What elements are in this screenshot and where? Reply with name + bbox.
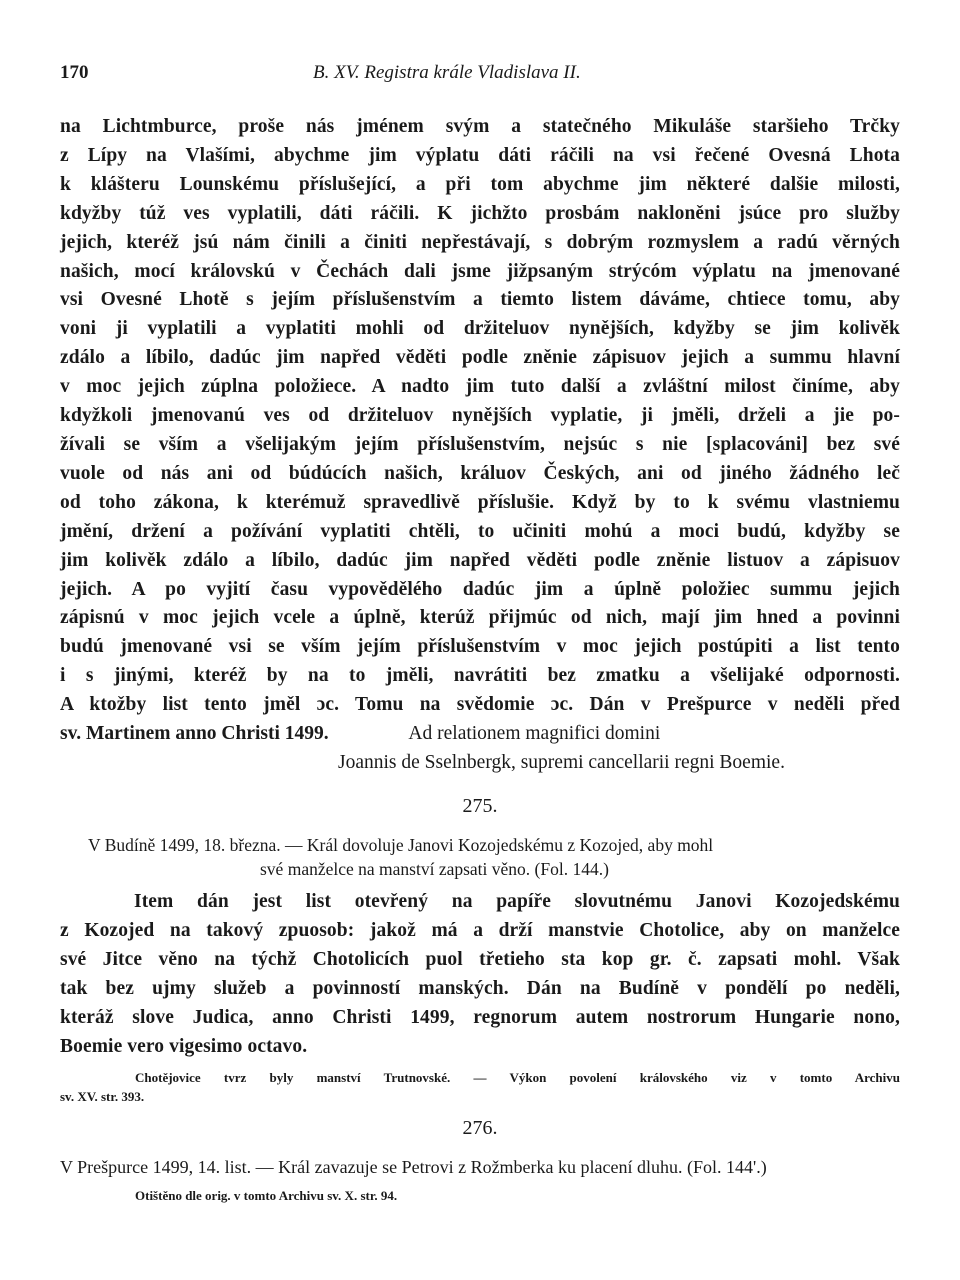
note-line: sv. XV. str. 393. — [60, 1089, 145, 1104]
text-line: své Jitce věno na týchž Chotolicích puol třetieho sta kop gr. č. zapsati mohl. Však — [60, 948, 900, 970]
note-line: Chotějovice tvrz byly manství Trutnovské. — Výkon povolení královského viz v tomto Archivu — [135, 1070, 900, 1085]
running-head — [60, 62, 900, 90]
signature-line: Joannis de Sselnbergk, supremi cancellarii regni Boemie. — [338, 751, 785, 773]
text-line: jmění, držení a požívání vyplatiti chtěli, to učiniti mohú a moci budú, kdyžby se — [60, 520, 900, 542]
text-line: na Lichtmburce, proše nás jménem svým a statečného Mikuláše staršieho Trčky — [60, 116, 900, 137]
text-line: A ktožby list tento jměl ɔc. Tomu na svědomie ɔc. Dán v Prešpurce v neděli před — [60, 694, 900, 716]
text-line: Boemie vero vigesimo octavo. — [60, 1035, 308, 1057]
text-line: kteráž slove Judica, anno Christi 1499, regnorum autem nostrorum Hungarie nono, — [60, 1006, 900, 1028]
text-line: k klášteru Lounskému příslušející, a při tom abychme jim některé dalšie milosti, — [60, 173, 900, 195]
running-title: B. XV. Registra krále Vladislava II. — [313, 62, 581, 83]
text-line: našich, mocí královskú v Čechách dali jsme jižpsaným strýcóm výplatu na jmenované — [60, 260, 900, 282]
text-line: v moc jejich zúplna položiece. A nadto jim tuto další a zvláštní milost činíme, aby — [60, 376, 900, 398]
document-274-text — [60, 113, 900, 778]
document-275-note — [60, 1068, 900, 1106]
text-line: budú jmenované vsi se vším jejím příslušenstvím v moc jejich postúpiti a list tento — [60, 636, 900, 658]
text-line: vuole od nás ani od búdúcích našich, králuov Českých, ani od jiného žádného leč — [60, 462, 900, 484]
text-line: kdyžby túž ves vyplatili, dáti ráčili. K jichžto prosbám nakloněni jsúce pro služby — [60, 202, 900, 224]
document-276-regest — [60, 1155, 900, 1179]
document-number-276: 276. — [462, 1117, 498, 1139]
page-number: 170 — [60, 62, 89, 83]
text-line: Item dán jest list otevřený na papíře slovutnému Janovi Kozojedskému — [134, 891, 900, 912]
text-line: žívali se vším a všelijakým jejím příslušenstvím, nejsúc s nie [splacováni] bez své — [60, 433, 900, 455]
document-number-275: 275. — [462, 795, 498, 817]
closing-line — [60, 720, 900, 749]
regest-line: své manželce na manství zapsati věno. (Fol. 144.) — [260, 859, 609, 879]
text-line: jejich. A po vyjití času vypovědělého dadúc jim a úplně položiec summu jejich — [60, 578, 900, 600]
regest-line: V Budíně 1499, 18. března. — Král dovoluje Janovi Kozojedskému z Kozojed, aby mohl — [88, 835, 714, 855]
note-line: Otištěno dle orig. v tomto Archivu sv. X. str. 94. — [135, 1188, 398, 1203]
document-275-text — [60, 888, 900, 1061]
text-line: kdyžkoli jmenovanú ves od držiteluov nynějších vyplatie, ji jměli, drželi a jie po- — [60, 405, 900, 427]
text-line: jim kolivěk zdálo a líbilo, dadúc jim napřed věděti podle zněnie listuov a zápisuov — [60, 549, 900, 571]
text-line: i s jinými, kteréž by na to jměli, navrátiti bez zmatku a všelijaké odpornosti. — [60, 665, 900, 687]
text-line: z Lípy na Vlašími, abychme jim výplatu dáti ráčili na vsi řečené Ovesná Lhota — [60, 144, 900, 166]
text-line: voni ji vyplatili a vyplatiti mohli od držiteluov nynějších, kdyžby se jim kolivěk — [60, 318, 900, 340]
closing-date: sv. Martinem anno Christi 1499. — [60, 723, 329, 745]
text-line: tak bez ujmy služeb a povinností manských. Dán na Budíně v pondělí po neděli, — [60, 977, 900, 999]
regest-line: V Prešpurce 1499, 14. list. — Král zavazuje se Petrovi z Rožmberka ku placení dluhu. (Fol. 144'.) — [60, 1157, 767, 1177]
text-line: jejich, kteréž jsú nám činili a činiti nepřestávají, s dobrým rozmyslem a radú věrných — [60, 231, 900, 253]
text-line: vsi Ovesné Lhotě s jejím příslušenstvím a tiemto listem dáváme, chtiece tomu, aby — [60, 289, 900, 311]
text-line: zápisnú v moc jejich vcele a úplně, kterúž přijmúc od nich, mají jim hned a povinni — [60, 607, 900, 629]
relation-note: Ad relationem magnifici domini — [408, 723, 661, 745]
document-276-note — [60, 1186, 900, 1205]
document-275-regest — [60, 833, 900, 881]
text-line: od toho zákona, k kterémuž spravedlivě příslušie. Když by to k svému vlastniemu — [60, 491, 900, 513]
text-line: zdálo a líbilo, dadúc jim napřed věděti podle zněnie zápisuov jejich a summu hlavní — [60, 347, 900, 369]
text-line: z Kozojed na takový zpuosob: jakož má a drží manstvie Chotolice, aby on manželce — [60, 919, 900, 941]
